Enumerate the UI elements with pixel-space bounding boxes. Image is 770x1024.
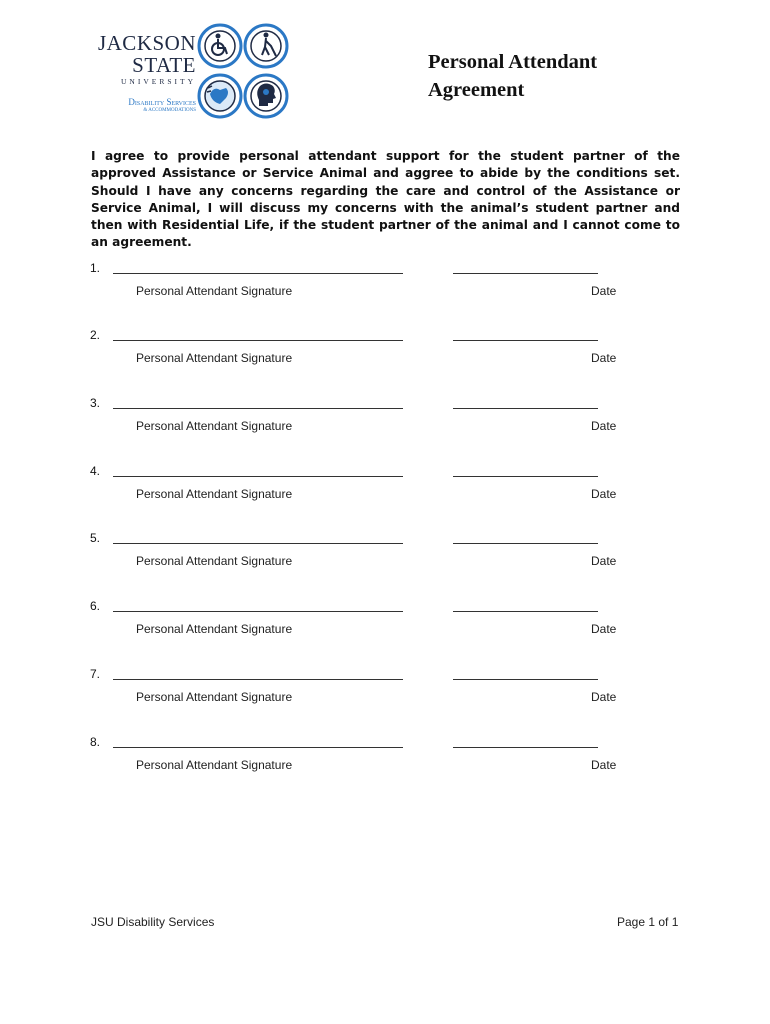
signature-row bbox=[0, 396, 770, 446]
signature-field[interactable] bbox=[113, 611, 403, 612]
date-label: Date bbox=[591, 487, 617, 501]
agreement-statement: I agree to provide personal attendant support for the student partner of the approved Assistance or Service Animal and aggree to abide by the conditions set. Should I have any concerns regarding the care and control of the Assistance or Service Animal, I will discuss my concerns with the animal’s student partner and then with Residential Life, if the student partner of the animal and I cannot come to an agreement. bbox=[91, 149, 680, 250]
date-label: Date bbox=[591, 622, 617, 636]
signature-field[interactable] bbox=[113, 476, 403, 477]
signature-row bbox=[0, 531, 770, 581]
logo-jackson: JACKSON bbox=[97, 31, 196, 55]
row-number: 3. bbox=[90, 396, 101, 410]
logo-accommodations: & ACCOMMODATIONS bbox=[143, 108, 196, 113]
logo-disability-services: Disability Services bbox=[128, 97, 196, 107]
sign-language-icon bbox=[199, 75, 241, 117]
document-title bbox=[428, 48, 688, 104]
signature-field[interactable] bbox=[113, 747, 403, 748]
signature-row bbox=[0, 328, 770, 378]
signature-label: Personal Attendant Signature bbox=[136, 284, 293, 298]
signature-row bbox=[0, 261, 770, 311]
date-label: Date bbox=[591, 554, 617, 568]
university-logo bbox=[92, 22, 292, 126]
date-label: Date bbox=[591, 419, 617, 433]
title-line-1: Personal Attendant bbox=[428, 51, 598, 73]
date-label: Date bbox=[591, 690, 617, 704]
wheelchair-icon bbox=[199, 25, 241, 67]
row-number: 7. bbox=[90, 667, 101, 681]
signature-label: Personal Attendant Signature bbox=[136, 487, 293, 501]
signature-row bbox=[0, 599, 770, 649]
signature-label: Personal Attendant Signature bbox=[136, 351, 293, 365]
signature-label: Personal Attendant Signature bbox=[136, 554, 293, 568]
logo-university: UNIVERSITY bbox=[121, 77, 196, 86]
signature-field[interactable] bbox=[113, 408, 403, 409]
footer-department: JSU Disability Services bbox=[91, 915, 215, 929]
row-number: 1. bbox=[90, 261, 101, 275]
date-field[interactable] bbox=[453, 408, 598, 409]
signature-row bbox=[0, 464, 770, 514]
signature-label: Personal Attendant Signature bbox=[136, 419, 293, 433]
title-line-2: Agreement bbox=[428, 79, 525, 101]
date-label: Date bbox=[591, 284, 617, 298]
row-number: 2. bbox=[90, 328, 101, 342]
footer-page-number: Page 1 of 1 bbox=[617, 915, 679, 929]
row-number: 8. bbox=[90, 735, 101, 749]
row-number: 4. bbox=[90, 464, 101, 478]
row-number: 6. bbox=[90, 599, 101, 613]
date-field[interactable] bbox=[453, 747, 598, 748]
date-label: Date bbox=[591, 758, 617, 772]
date-field[interactable] bbox=[453, 340, 598, 341]
logo-state: STATE bbox=[132, 53, 196, 77]
signature-field[interactable] bbox=[113, 340, 403, 341]
date-field[interactable] bbox=[453, 611, 598, 612]
signature-label: Personal Attendant Signature bbox=[136, 758, 293, 772]
signature-label: Personal Attendant Signature bbox=[136, 622, 293, 636]
logo-wordmark bbox=[92, 32, 196, 114]
date-field[interactable] bbox=[453, 476, 598, 477]
head-profile-icon bbox=[245, 75, 287, 117]
blind-walker-icon bbox=[245, 25, 287, 67]
date-label: Date bbox=[591, 351, 617, 365]
row-number: 5. bbox=[90, 531, 101, 545]
signature-field[interactable] bbox=[113, 679, 403, 680]
date-field[interactable] bbox=[453, 273, 598, 274]
signature-field[interactable] bbox=[113, 543, 403, 544]
signature-field[interactable] bbox=[113, 273, 403, 274]
signature-row bbox=[0, 735, 770, 785]
signature-row bbox=[0, 667, 770, 717]
date-field[interactable] bbox=[453, 679, 598, 680]
signature-label: Personal Attendant Signature bbox=[136, 690, 293, 704]
date-field[interactable] bbox=[453, 543, 598, 544]
accessibility-icons bbox=[196, 22, 292, 122]
